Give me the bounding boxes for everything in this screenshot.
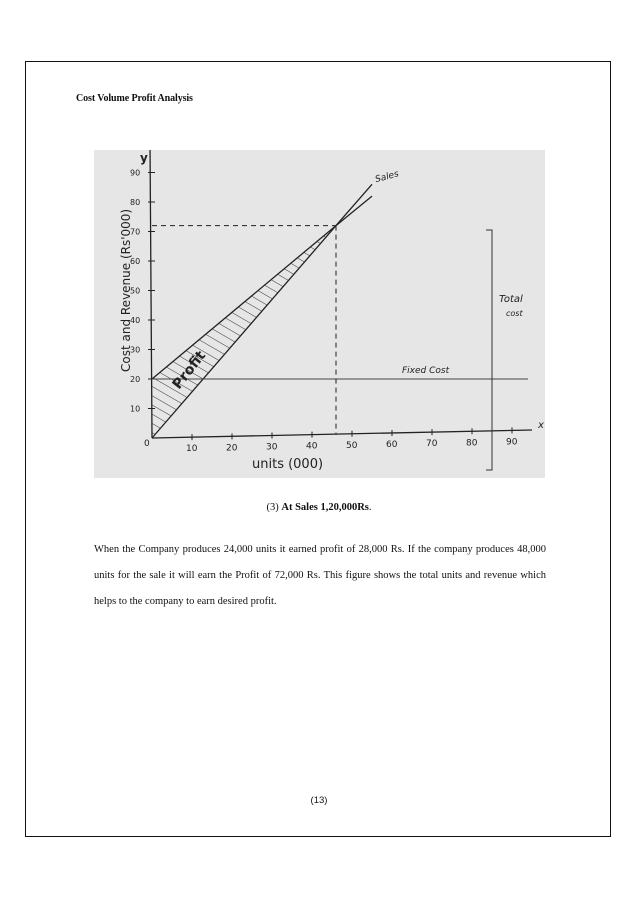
body-paragraph xyxy=(94,537,546,615)
y-tick-label: 60 xyxy=(130,257,141,266)
chart-photo-background xyxy=(94,150,545,478)
origin-label: 0 xyxy=(144,439,150,449)
x-tick-label: 70 xyxy=(426,439,438,450)
total-cost-label: Total xyxy=(499,294,523,305)
caption-title: At Sales 1,20,000Rs xyxy=(281,502,369,513)
x-tick-label: 30 xyxy=(266,442,278,453)
y-tick-label: 30 xyxy=(130,345,141,355)
page-heading: Cost Volume Profit Analysis xyxy=(76,93,193,104)
x-axis-letter: x xyxy=(538,420,544,431)
y-tick-label: 40 xyxy=(130,316,141,325)
y-tick-label: 10 xyxy=(130,404,141,414)
x-axis-title: units (000) xyxy=(252,457,324,472)
y-axis-letter: y xyxy=(140,151,148,165)
figure-caption xyxy=(0,502,638,513)
profit-label: Profit xyxy=(169,348,210,393)
x-tick-label: 50 xyxy=(346,440,358,451)
x-tick-label: 40 xyxy=(306,441,318,452)
x-tick-label: 10 xyxy=(186,444,198,455)
caption-end: . xyxy=(368,502,372,513)
page-number: (13) xyxy=(310,795,328,806)
y-tick-label: 20 xyxy=(130,375,141,384)
x-tick-label: 20 xyxy=(226,443,238,454)
y-tick-label: 80 xyxy=(130,198,141,207)
y-axis-title: Cost and Revenue (Rs'000) xyxy=(119,208,133,372)
x-tick-label: 60 xyxy=(386,439,398,450)
x-tick-label: 90 xyxy=(506,437,518,448)
paragraph-text: When the Company produces 24,000 units it earned profit of 28,000 Rs. If the company produces 48,000 units for the sale it will earn the Profit of 72,000 Rs. This figure shows the total units and revenue which helps to the company to earn desired profit. xyxy=(94,544,546,607)
cvp-chart xyxy=(94,150,545,478)
sales-label: Sales xyxy=(374,169,400,186)
total-cost-label-2: cost xyxy=(506,309,523,318)
cvp-chart-figure xyxy=(94,150,545,478)
caption-number: (3) xyxy=(266,502,279,513)
y-tick-label: 50 xyxy=(130,286,141,296)
fixed-cost-label: Fixed Cost xyxy=(402,366,450,376)
y-tick-label: 90 xyxy=(130,168,141,178)
y-tick-label: 70 xyxy=(130,227,141,237)
x-tick-label: 80 xyxy=(466,438,478,449)
